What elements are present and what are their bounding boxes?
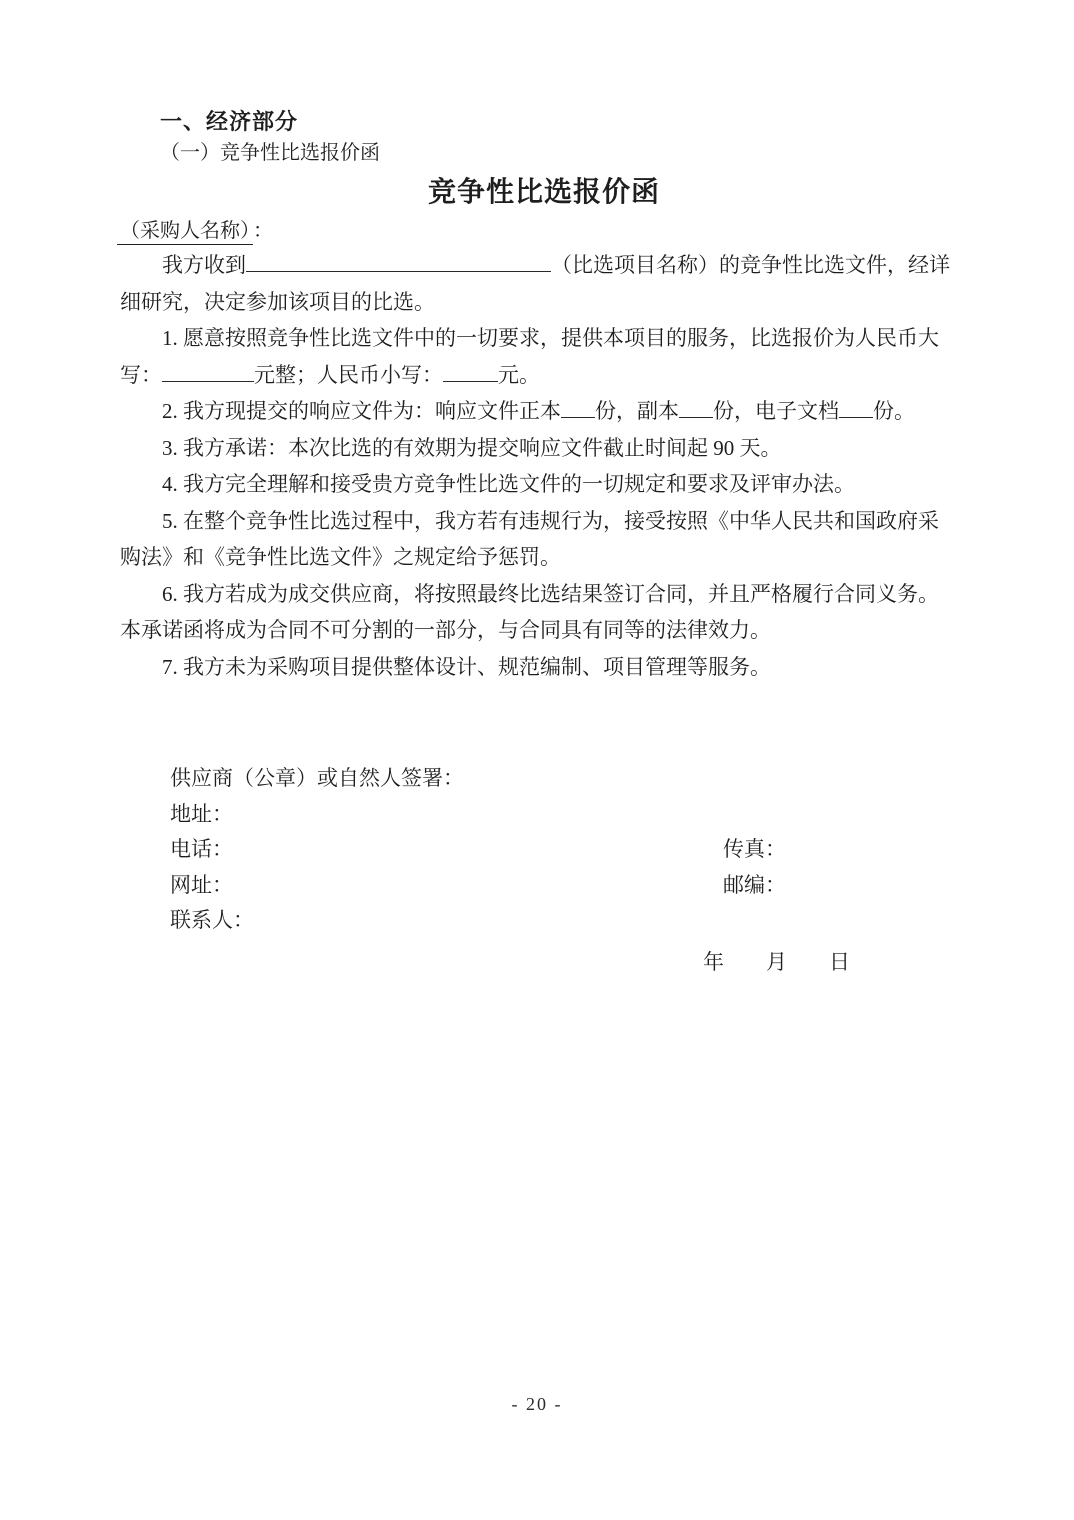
para-intro-line2: 细研究，决定参加该项目的比选。 <box>120 289 435 314</box>
date-line: 年 月 日 <box>703 949 850 974</box>
para-1-line2 <box>120 357 968 394</box>
document-content <box>120 106 968 980</box>
para-3-line: 3. 我方承诺：本次比选的有效期为提交响应文件截止时间起 90 天。 <box>162 435 782 460</box>
addressee-line <box>120 215 968 247</box>
addressee-colon: ： <box>253 220 273 242</box>
text-segment: 元。 <box>498 362 540 387</box>
blank-amount-words <box>162 361 254 382</box>
website-label: 网址： <box>170 872 233 897</box>
text-segment: 份，电子文档 <box>713 399 839 423</box>
footer-page-number: - 20 - <box>511 1394 563 1414</box>
blank-electronic-copies <box>839 397 873 418</box>
para-5-line1: 5. 在整个竞争性比选过程中，我方若有违规行为，接受按照《中华人民共和国政府采 <box>162 508 939 533</box>
phone-label: 电话： <box>170 837 233 861</box>
addressee-name-blank: （采购人名称） <box>117 220 253 245</box>
section-heading: 一、经济部分 <box>160 109 299 134</box>
blank-original-copies <box>561 397 595 418</box>
text-segment: 份。 <box>873 399 915 423</box>
page-title: 竞争性比选报价函 <box>427 177 660 208</box>
signature-block <box>120 761 968 980</box>
contact-person-line: 联系人： <box>170 908 254 932</box>
website-postcode-line <box>120 868 968 904</box>
para-1-line1: 1. 愿意按照竞争性比选文件中的一切要求，提供本项目的服务，比选报价为人民币大 <box>162 326 939 350</box>
para-2-line <box>120 393 968 430</box>
text-segment: 2. 我方现提交的响应文件为：响应文件正本 <box>162 399 561 423</box>
para-6-line2: 本承诺函将成为合同不可分割的一部分，与合同具有同等的法律效力。 <box>120 618 771 642</box>
fax-label: 传真： <box>723 837 786 861</box>
phone-fax-line <box>120 832 968 868</box>
text-segment: 写： <box>120 362 162 387</box>
para-6-line1: 6. 我方若成为成交供应商，将按照最终比选结果签订合同，并且严格履行合同义务。 <box>162 581 939 606</box>
postcode-label: 邮编： <box>723 872 786 897</box>
blank-project-name <box>246 251 551 272</box>
para-4-line: 4. 我方完全理解和接受贵方竞争性比选文件的一切规定和要求及评审办法。 <box>162 472 855 496</box>
subsection-heading: （一）竞争性比选报价函 <box>160 142 380 164</box>
address-line: 地址： <box>170 801 233 826</box>
text-segment: 元整；人民币小写： <box>254 362 443 387</box>
text-segment: 我方收到 <box>162 253 246 277</box>
para-5-line2: 购法》和《竞争性比选文件》之规定给予惩罚。 <box>120 545 561 569</box>
blank-amount-figures <box>443 361 498 382</box>
blank-duplicate-copies <box>679 397 713 418</box>
text-segment: 份，副本 <box>595 399 679 423</box>
para-7-line: 7. 我方未为采购项目提供整体设计、规范编制、项目管理等服务。 <box>162 654 771 679</box>
para-intro-line1 <box>120 247 968 284</box>
text-segment: （比选项目名称）的竞争性比选文件，经详 <box>551 253 950 277</box>
supplier-signature-line: 供应商（公章）或自然人签署： <box>170 766 464 790</box>
